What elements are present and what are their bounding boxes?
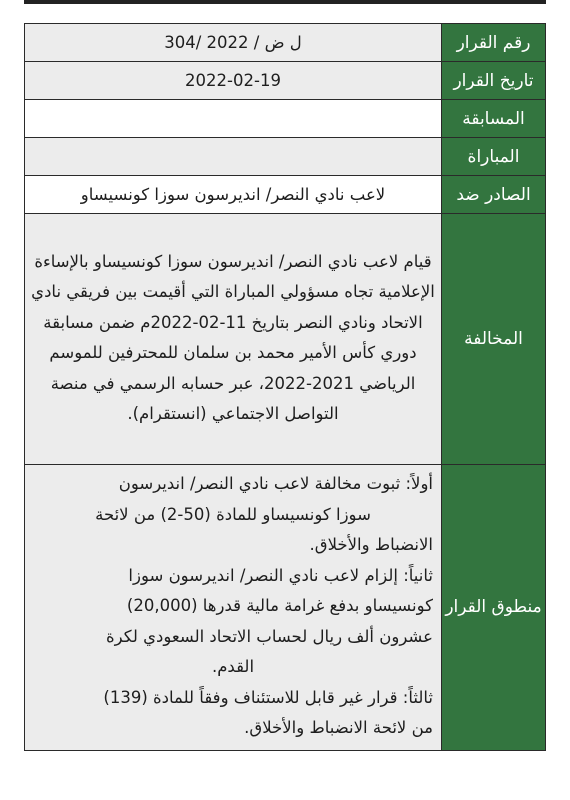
reasoning-line: عشرون ألف ريال لحساب الاتحاد السعودي لكرة — [105, 626, 433, 646]
value-match — [25, 138, 442, 176]
reasoning-line: كونسيساو بدفع غرامة مالية قدرها (20,000) — [126, 596, 433, 615]
value-decision-number: 304/ ل ض / 2022 — [25, 24, 442, 62]
label-reasoning: منطوق القرار — [442, 465, 546, 751]
value-decision-date: 2022-02-19 — [25, 62, 442, 100]
reasoning-line: الانضباط والأخلاق. — [309, 535, 433, 554]
row-violation — [25, 214, 546, 465]
decision-table — [24, 23, 546, 751]
top-rule — [24, 0, 546, 4]
value-reasoning — [25, 465, 442, 751]
reasoning-line: أولاً: ثبوت مخالفة لاعب نادي النصر/ انديرسون — [118, 474, 433, 493]
value-competition — [25, 100, 442, 138]
value-violation: قيام لاعب نادي النصر/ انديرسون سوزا كونسيساو بالإساءة الإعلامية تجاه مسؤولي المباراة التي أقيمت بين فريقي نادي الاتحاد ونادي النصر بتاريخ 11-02-2022م ضمن مسابقة دوري كأس الأمير محمد بن سلمان للمحترفين للموسم الرياضي 2021-2022، عبر حسابه الرسمي في منصة التواصل الاجتماعي (انستقرام). — [25, 214, 442, 465]
value-issued-against: لاعب نادي النصر/ انديرسون سوزا كونسيساو — [25, 176, 442, 214]
label-decision-date: تاريخ القرار — [442, 62, 546, 100]
label-match: المباراة — [442, 138, 546, 176]
reasoning-line: ثانياً: إلزام لاعب نادي النصر/ انديرسون سوزا — [128, 565, 433, 585]
label-competition: المسابقة — [442, 100, 546, 138]
label-issued-against: الصادر ضد — [442, 176, 546, 214]
row-match — [25, 138, 546, 176]
reasoning-line: سوزا كونسيساو للمادة (50-2) من لائحة — [95, 504, 371, 524]
row-issued-against — [25, 176, 546, 214]
row-competition — [25, 100, 546, 138]
reasoning-line: القدم. — [211, 657, 255, 676]
row-decision-number — [25, 24, 546, 62]
label-violation: المخالفة — [442, 214, 546, 465]
reasoning-line: ثالثاً: قرار غير قابل للاستئناف وفقاً للمادة (139) — [103, 687, 433, 707]
label-decision-number: رقم القرار — [442, 24, 546, 62]
row-reasoning — [25, 465, 546, 751]
row-decision-date — [25, 62, 546, 100]
reasoning-line: من لائحة الانضباط والأخلاق. — [244, 718, 433, 737]
